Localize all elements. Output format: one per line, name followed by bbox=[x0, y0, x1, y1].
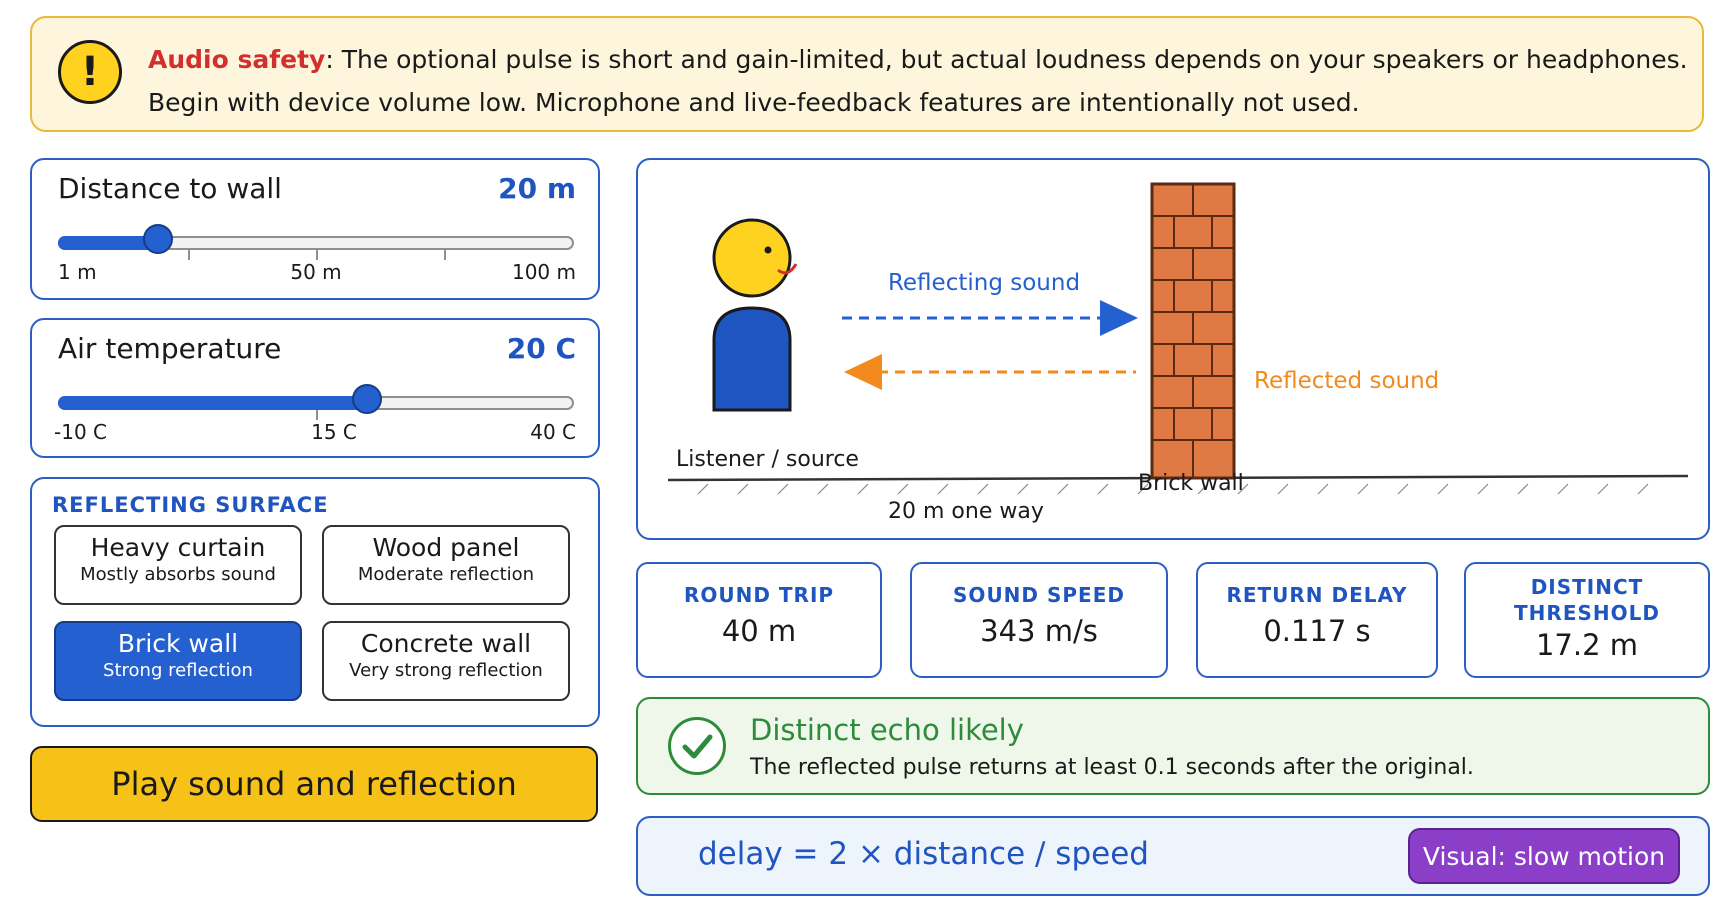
distance-tick-max: 100 m bbox=[511, 260, 576, 284]
metric-value: 0.117 s bbox=[1263, 614, 1371, 648]
safety-body: : The optional pulse is short and gain-limited, but actual loudness depends on your speakers or headphones. Begin with device volume low. Microphone and live-feedback features are intentionally not used. bbox=[148, 45, 1688, 117]
formula-text: delay = 2 × distance / speed bbox=[698, 836, 1149, 872]
surface-option-brick-wall[interactable] bbox=[54, 621, 302, 701]
echo-scene bbox=[636, 158, 1710, 540]
metric-value: 17.2 m bbox=[1535, 628, 1639, 662]
distance-tick-mid-label: 50 m bbox=[290, 260, 342, 284]
distinct-threshold-metric bbox=[1464, 562, 1710, 678]
surface-option-subtitle: Very strong reflection bbox=[349, 660, 543, 681]
listener-figure bbox=[714, 220, 796, 410]
sound-speed-metric bbox=[910, 562, 1168, 678]
listener-label: Listener / source bbox=[676, 447, 859, 472]
metric-value: 343 m/s bbox=[980, 614, 1098, 648]
status-text: The reflected pulse returns at least 0.1 seconds after the original. bbox=[750, 755, 1474, 780]
distance-one-way-label: 20 m one way bbox=[888, 499, 1044, 524]
reflecting-arrow-head bbox=[1100, 300, 1138, 336]
audio-safety-banner bbox=[30, 16, 1704, 132]
surface-option-title: Brick wall bbox=[117, 629, 239, 658]
warning-icon: ! bbox=[58, 40, 122, 104]
temperature-tick-mid bbox=[316, 410, 318, 420]
reflected-sound-label: Reflected sound bbox=[1254, 368, 1440, 394]
distance-value: 20 m bbox=[498, 172, 576, 205]
surface-option-title: Wood panel bbox=[372, 533, 520, 562]
reflected-arrow-head bbox=[844, 354, 882, 390]
distance-tick-min: 1 m bbox=[58, 260, 97, 284]
distance-tick-q1 bbox=[188, 250, 190, 260]
distance-slider-track[interactable] bbox=[58, 236, 574, 250]
check-icon bbox=[668, 717, 726, 775]
surface-heading: REFLECTING SURFACE bbox=[52, 493, 329, 517]
temperature-tick-mid-label: 15 C bbox=[311, 420, 357, 444]
temperature-slider-track[interactable] bbox=[58, 396, 574, 410]
temperature-slider-thumb[interactable] bbox=[352, 384, 382, 414]
listener-body bbox=[714, 308, 790, 410]
surface-option-title: Heavy curtain bbox=[90, 533, 266, 562]
reflecting-surface-card bbox=[30, 477, 600, 727]
surface-option-subtitle: Strong reflection bbox=[103, 660, 253, 681]
surface-option-concrete-wall[interactable] bbox=[322, 621, 570, 701]
listener-eye bbox=[765, 247, 772, 254]
metric-label: RETURN DELAY bbox=[1226, 583, 1408, 607]
distance-tick-mid bbox=[316, 250, 318, 260]
status-title: Distinct echo likely bbox=[750, 713, 1024, 747]
surface-option-subtitle: Mostly absorbs sound bbox=[80, 564, 276, 585]
echo-status-card bbox=[636, 697, 1710, 795]
distance-tick-q3 bbox=[444, 250, 446, 260]
brick-wall bbox=[1152, 184, 1234, 478]
surface-option-heavy-curtain[interactable] bbox=[54, 525, 302, 605]
surface-option-title: Concrete wall bbox=[360, 629, 532, 658]
temperature-value: 20 C bbox=[506, 332, 576, 365]
metric-label-line2: THRESHOLD bbox=[1514, 601, 1660, 625]
surface-option-subtitle: Moderate reflection bbox=[357, 564, 535, 585]
return-delay-metric bbox=[1196, 562, 1438, 678]
metric-label: SOUND SPEED bbox=[953, 583, 1125, 607]
temperature-slider-fill bbox=[58, 396, 367, 410]
reflecting-sound-label: Reflecting sound bbox=[887, 270, 1081, 296]
formula-card bbox=[636, 816, 1710, 896]
safety-message bbox=[148, 38, 1688, 124]
temperature-tick-max: 40 C bbox=[530, 420, 576, 444]
metric-label bbox=[1466, 574, 1708, 626]
metric-value: 40 m bbox=[721, 614, 797, 648]
echo-scene-illustration bbox=[638, 160, 1707, 537]
distance-slider-thumb[interactable] bbox=[143, 224, 173, 254]
check-mark bbox=[671, 720, 723, 772]
temperature-tick-min: -10 C bbox=[54, 420, 107, 444]
temperature-slider-card bbox=[30, 318, 600, 458]
metric-label: ROUND TRIP bbox=[683, 583, 835, 607]
round-trip-metric bbox=[636, 562, 882, 678]
surface-option-wood-panel[interactable] bbox=[322, 525, 570, 605]
distance-title: Distance to wall bbox=[58, 172, 282, 205]
wall-label: Brick wall bbox=[1138, 471, 1244, 496]
safety-label: Audio safety bbox=[148, 45, 326, 74]
play-sound-button[interactable]: Play sound and reflection bbox=[30, 746, 598, 822]
slow-motion-button[interactable]: Visual: slow motion bbox=[1408, 828, 1680, 884]
metric-label-line1: DISTINCT bbox=[1530, 575, 1644, 599]
distance-slider-card bbox=[30, 158, 600, 300]
listener-head bbox=[714, 220, 790, 296]
temperature-title: Air temperature bbox=[58, 332, 282, 365]
